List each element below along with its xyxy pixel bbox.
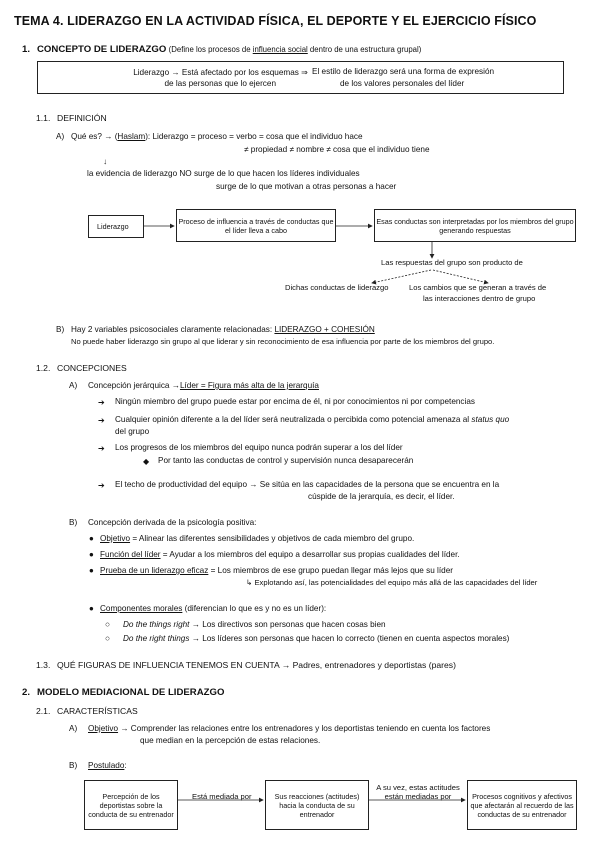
proof-label: Prueba de un liderazgo eficaz [100, 566, 209, 575]
item-1: Ningún miembro del grupo puede estar por encima de él, ni por conocimientos ni por competencias [115, 397, 475, 406]
responses-label: Las respuestas del grupo son producto de [381, 258, 523, 267]
section-2-number: 2. [22, 687, 31, 698]
concepcion-b-title: Concepción derivada de la psicología positiva: [88, 518, 257, 527]
responses-right-2: las interacciones dentro de grupo [423, 294, 536, 303]
item-2-cont: del grupo [115, 427, 150, 436]
postulado-box-reactions: Sus reacciones (actitudes) hacia la conducta de su entrenador [265, 780, 369, 830]
func-text: = Ayudar a los miembros del equipo a desarrollar sus propias cualidades del líder. [160, 550, 460, 559]
b-text: Hay 2 variables psicosociales claramente relacionadas: [71, 325, 275, 334]
item-2-text: Cualquier opinión diferente a la del líder será neutralizada o percibida como potencial amenaza al [115, 415, 472, 424]
arrow-bullet: ➔ [98, 416, 105, 425]
s2-a-line-2: que median en la percepción de estas relaciones. [140, 736, 321, 745]
item-2 [115, 415, 509, 424]
arrow-label-2: A su vez, estas actitudes están mediadas por [376, 783, 460, 802]
a-question: Qué es? → ( [71, 132, 118, 141]
responses-left: Dichas conductas de liderazgo [285, 283, 389, 292]
definition-line-2: ≠ propiedad ≠ nombre ≠ cosa que el individuo tiene [244, 145, 430, 154]
b-link: LIDERAZGO + COHESIÓN [274, 325, 375, 334]
moral-2-italic: Do the right things [123, 634, 190, 643]
a-link: Líder = Figura más alta de la jerarquía [179, 381, 319, 390]
moral-1-text: → Los directivos son personas que hacen cosas bien [189, 620, 386, 629]
section-1-number: 1. [22, 44, 31, 55]
bullet-dot: ● [89, 550, 94, 559]
postulado: Postulado [88, 761, 125, 770]
func-label: Función del líder [100, 550, 161, 559]
bullet-dot: ● [89, 534, 94, 543]
b-label: B) [56, 325, 65, 334]
a-rest: ): Liderazgo = proceso = verbo = cosa que el individuo hace [145, 132, 363, 141]
section-1-3-number: 1.3. [36, 660, 51, 670]
arrow-label-1: Está mediada por [192, 792, 252, 801]
b-line [71, 325, 375, 334]
moral-label: Componentes morales [100, 604, 183, 613]
section-2-1-number: 2.1. [36, 706, 51, 716]
diamond-icon: ◆ [143, 457, 150, 466]
moral-1 [123, 620, 386, 629]
bullet-dot: ● [89, 604, 94, 613]
item-4: El techo de productividad del equipo → Se sitúa en las capacidades de la persona que se encuentra en la [115, 480, 500, 489]
s2-a-text-1: → Comprender las relaciones entre los entrenadores y los deportistas teniendo en cuenta los factores [118, 724, 491, 733]
responses-right-1: Los cambios que se generan a través de [409, 283, 547, 292]
section-1-2-heading: CONCEPCIONES [57, 363, 127, 373]
def-pre: (Define los procesos de [168, 45, 253, 54]
def-link: influencia social [252, 45, 308, 54]
s2-b-label: B) [69, 761, 78, 770]
concepcion-b-label: B) [69, 518, 78, 527]
a-label: A) [56, 132, 65, 141]
section-1-heading: CONCEPTO DE LIDERAZGO [37, 44, 167, 55]
flow-box-influence: Proceso de influencia a través de conductas que el líder lleva a cabo [176, 209, 336, 242]
item-4-cont: cúspide de la jerarquía, es decir, el líder. [308, 492, 455, 501]
postulado-box-cognitive: Procesos cognitivos y afectivos que afectarán al recuerdo de las conductas de su entrenador [467, 780, 577, 830]
evidence-line-1: la evidencia de liderazgo NO surge de lo que hacen los líderes individuales [87, 169, 360, 178]
obj-text: = Alinear las diferentes sensibilidades y objetivos de cada miembro del grupo. [130, 534, 415, 543]
s2-a-line-1 [88, 724, 490, 733]
moral-1-italic: Do the things right [123, 620, 190, 629]
flow-box-interpretation: Esas conductas son interpretadas por los miembros del grupo generando respuestas [374, 209, 576, 242]
arrow-bullet: ➔ [98, 444, 105, 453]
proof-text: = Los miembros de ese grupo puedan llegar más lejos que su líder [208, 566, 453, 575]
moral-2-text: → Los líderes son personas que hacen lo correcto (tienen en cuenta aspectos morales) [189, 634, 510, 643]
s2-obj-label: Objetivo [88, 724, 119, 733]
arrow-bullet: ➔ [98, 481, 105, 490]
prueba-sub: ↳ Explotando así, las potencialidades del equipo más allá de las capacidades del líder [246, 578, 538, 587]
a-title: Concepción jerárquica → [88, 381, 180, 390]
box-right-1: El estilo de liderazgo será una forma de expresión [312, 67, 495, 76]
section-2-heading: MODELO MEDIACIONAL DE LIDERAZGO [37, 687, 225, 698]
morales-line [100, 604, 326, 613]
prueba-line [100, 566, 453, 575]
arrow-bullet: ➔ [98, 398, 105, 407]
postulado-colon: : [124, 761, 127, 770]
item-3: Los progresos de los miembros del equipo nunca podrán superar a los del líder [115, 443, 403, 452]
status-quo: status quo [471, 415, 510, 424]
section-1-2-number: 1.2. [36, 363, 51, 373]
bullet-dot: ● [89, 566, 94, 575]
s2-a-label: A) [69, 724, 78, 733]
objetivo-line [100, 534, 414, 543]
box-right-2: de los valores personales del líder [340, 79, 465, 88]
circle-bullet: ○ [105, 634, 110, 643]
b-sub: No puede haber liderazgo sin grupo al que liderar y sin reconocimiento de esa influencia por parte de los miembros del grupo. [71, 337, 495, 346]
obj-label: Objetivo [100, 534, 131, 543]
moral-2 [123, 634, 509, 643]
author-haslam: Haslam [117, 132, 146, 141]
section-1-1-heading: DEFINICIÓN [57, 113, 107, 123]
flow-box-leadership: Liderazgo [88, 215, 144, 238]
def-post: dentro de una estructura grupal) [307, 45, 422, 54]
diamond-text: Por tanto las conductas de control y supervisión nunca desaparecerán [158, 456, 414, 465]
section-1-1-number: 1.1. [36, 113, 51, 123]
concepcion-a-title [88, 381, 319, 390]
funcion-line [100, 550, 460, 559]
section-1-3-heading: QUÉ FIGURAS DE INFLUENCIA TENEMOS EN CUENTA → Padres, entrenadores y deportistas (pares) [57, 660, 456, 670]
s2-b-title [88, 761, 127, 770]
arrow-down: ↓ [103, 157, 108, 166]
evidence-line-2: surge de lo que motivan a otras personas a hacer [216, 182, 397, 191]
postulado-box-perception: Percepción de los deportistas sobre la conducta de su entrenador [84, 780, 178, 830]
circle-bullet: ○ [105, 620, 110, 629]
moral-text: (diferencian lo que es y no es un líder): [182, 604, 327, 613]
box-left-1: Liderazgo → Está afectado por los esquemas ⇒ [133, 68, 308, 77]
page-title: TEMA 4. LIDERAZGO EN LA ACTIVIDAD FÍSICA, EL DEPORTE Y EL EJERCICIO FÍSICO [14, 14, 537, 28]
concepcion-a-label: A) [69, 381, 78, 390]
box-left-2: de las personas que lo ejercen [164, 79, 276, 88]
section-2-1-heading: CARACTERÍSTICAS [57, 706, 138, 716]
